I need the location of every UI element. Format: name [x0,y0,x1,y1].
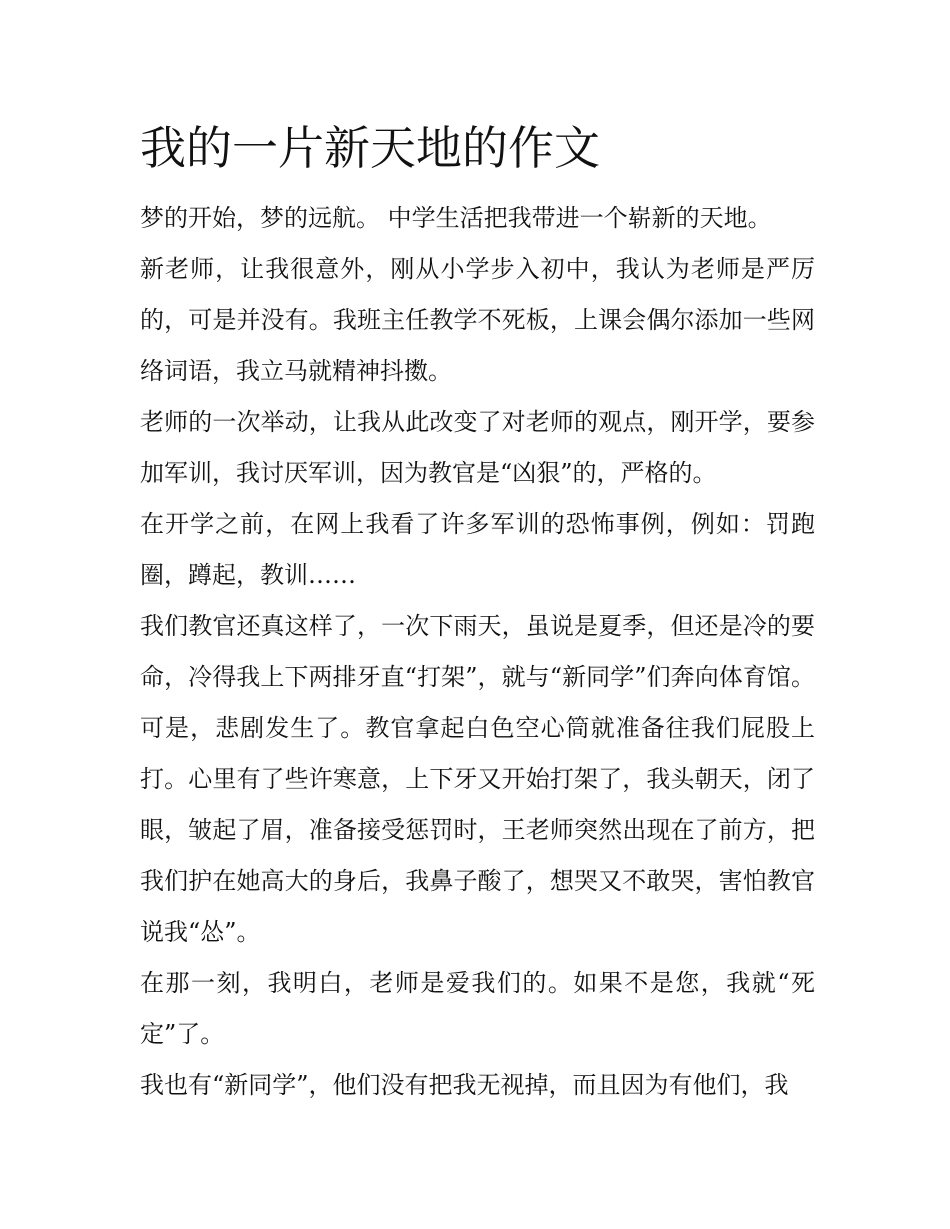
paragraph-2: 新老师，让我很意外，刚从小学步入初中，我认为老师是严厉的，可是并没有。我班主任教学不死板，上课会偶尔添加一些网络词语，我立马就精神抖擞。 [140,255,815,385]
paragraph-5: 我们教官还真这样了，一次下雨天，虽说是夏季，但还是冷的要命，冷得我上下两排牙直“打架”，就与“新同学”们奔向体育馆。可是，悲剧发生了。教官拿起白色空心筒就准备往我们屁股上打。心里有了些许寒意，上下牙又开始打架了，我头朝天，闭了眼，皱起了眉，准备接受惩罚时，王老师突然出现在了前方，把我们护在她高大的身后，我鼻子酸了，想哭又不敢哭，害怕教官说我“怂”。 [140,612,815,946]
paragraph-4: 在开学之前，在网上我看了许多军训的恐怖事例，例如：罚跑圈，蹲起，教训…… [140,510,815,589]
paragraph-7: 我也有“新同学”，他们没有把我无视掉，而且因为有他们，我 [140,1071,789,1099]
paragraph-6: 在那一刻，我明白，老师是爱我们的。如果不是您，我就“死定”了。 [140,969,815,1048]
paragraph-1: 梦的开始，梦的远航。 中学生活把我带进一个崭新的天地。 [140,204,772,232]
document-page [140,113,815,1111]
document-title: 我的一片新天地的作文 [140,121,600,175]
paragraph-3: 老师的一次举动，让我从此改变了对老师的观点，刚开学，要参加军训，我讨厌军训，因为教官是“凶狠”的，严格的。 [140,408,815,487]
